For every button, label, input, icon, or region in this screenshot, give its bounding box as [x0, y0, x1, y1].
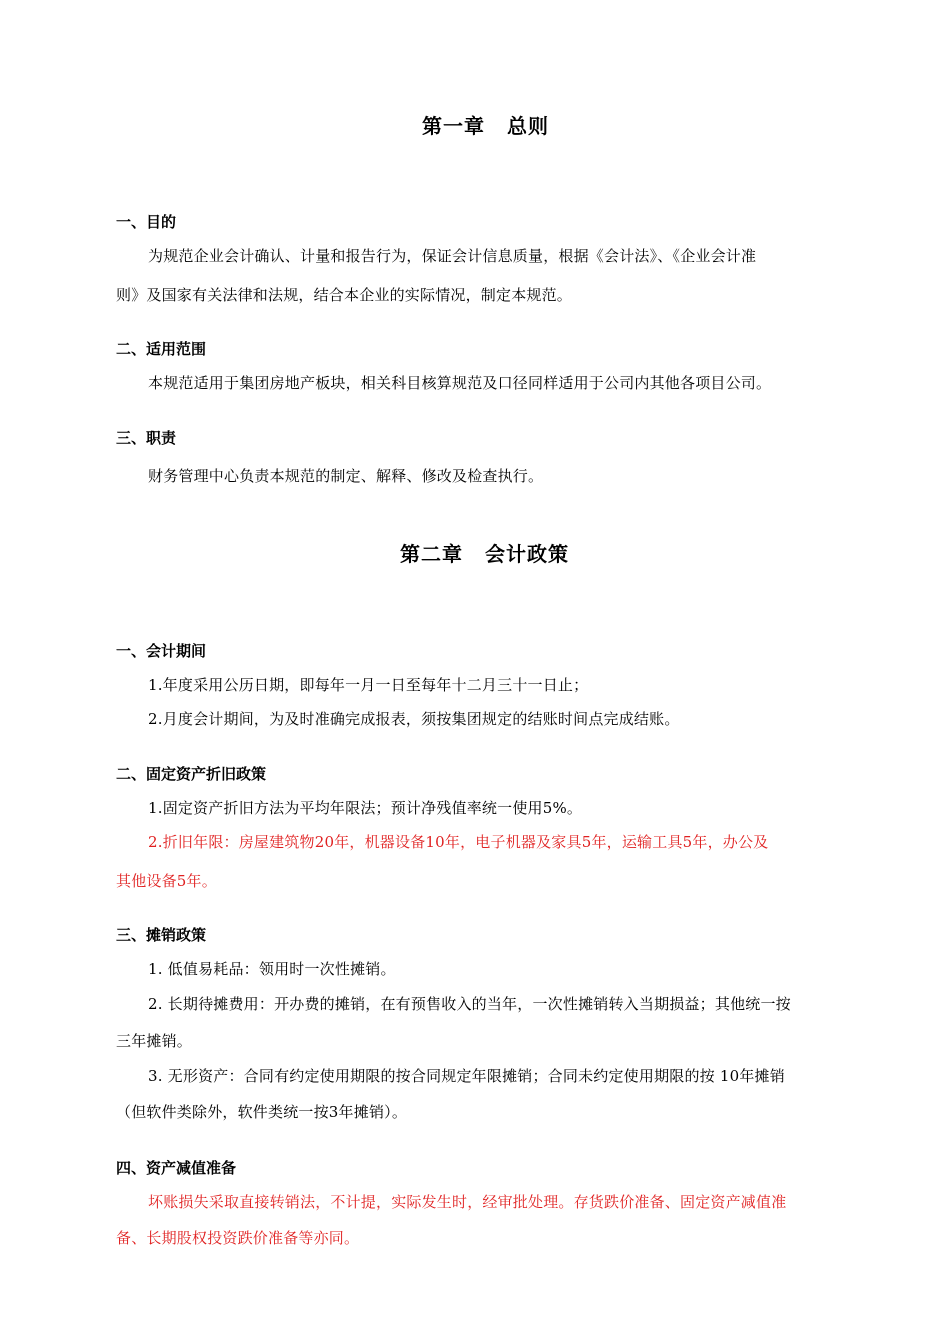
- paragraph-line: 则》及国家有关法律和法规，结合本企业的实际情况，制定本规范。: [116, 286, 573, 304]
- paragraph-line: 3. 无形资产：合同有约定使用期限的按合同规定年限摊销；合同未约定使用期限的按 10年摊销: [148, 1067, 785, 1085]
- chapter-2-name: 会计政策: [485, 542, 569, 566]
- paragraph-line: 1. 低值易耗品：领用时一次性摊销。: [148, 960, 396, 978]
- highlighted-paragraph-line: 备、长期股权投资跌价准备等亦同。: [116, 1229, 360, 1247]
- chapter-1-name: 总则: [507, 114, 549, 138]
- highlighted-text: 折旧年限：房屋建筑物20年，机器设备10年，电子机器及家具5年，运输工具5年，办公及: [162, 833, 769, 851]
- paragraph-line: （但软件类除外，软件类统一按3年摊销）。: [116, 1103, 408, 1121]
- section-heading: 三、摊销政策: [116, 926, 207, 944]
- paragraph-line: 1.年度采用公历日期，即每年一月一日至每年十二月三十一日止；: [148, 676, 589, 694]
- paragraph-line: 2. 长期待摊费用：开办费的摊销，在有预售收入的当年，一次性摊销转入当期损益；其他统一按: [148, 995, 791, 1013]
- paragraph-line: 三年摊销。: [116, 1032, 193, 1050]
- section-heading: 二、适用范围: [116, 340, 207, 358]
- section-heading: 四、资产减值准备: [116, 1159, 237, 1177]
- section-heading: 一、会计期间: [116, 642, 207, 660]
- section-heading: 三、职责: [116, 429, 177, 447]
- paragraph-line: 本规范适用于集团房地产板块，相关科目核算规范及口径同样适用于公司内其他各项目公司。: [148, 374, 772, 392]
- paragraph-line: 1.固定资产折旧方法为平均年限法；预计净残值率统一使用5%。: [148, 799, 583, 817]
- list-number: 2.: [148, 833, 163, 851]
- chapter-2-title: [400, 538, 569, 567]
- section-heading: 二、固定资产折旧政策: [116, 765, 267, 783]
- highlighted-paragraph-line: 坏账损失采取直接转销法，不计提，实际发生时，经审批处理。存货跌价准备、固定资产减值准: [148, 1193, 787, 1211]
- paragraph-line: 为规范企业会计确认、计量和报告行为，保证会计信息质量，根据《会计法》、《企业会计准: [148, 247, 757, 265]
- section-heading: 一、目的: [116, 213, 177, 231]
- chapter-1-number: 第一章: [422, 114, 485, 138]
- paragraph-line: 财务管理中心负责本规范的制定、解释、修改及检查执行。: [148, 467, 544, 485]
- highlighted-paragraph-line: [148, 832, 768, 852]
- chapter-2-number: 第二章: [400, 542, 463, 566]
- chapter-1-title: [422, 110, 549, 139]
- highlighted-paragraph-line: 其他设备5年。: [116, 872, 217, 890]
- paragraph-line: 2.月度会计期间，为及时准确完成报表，须按集团规定的结账时间点完成结账。: [148, 710, 680, 728]
